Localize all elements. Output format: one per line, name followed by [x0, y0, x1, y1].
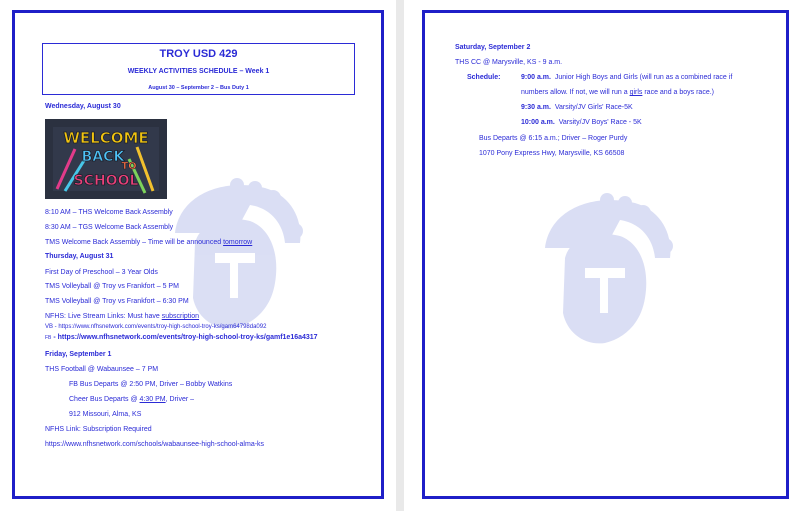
- cheer-bus-text: Cheer Bus Departs @: [69, 396, 140, 403]
- header-box: [42, 43, 355, 95]
- vb-stream-link[interactable]: - https://www.nfhsnetwork.com/events/troy-high-school-troy-ks/gam64798da092: [53, 324, 267, 330]
- tomorrow-link[interactable]: tomorrow: [223, 239, 253, 246]
- fb-stream-link[interactable]: - https://www.nfhsnetwork.com/events/troy-high-school-troy-ks/gamf1e16a4317: [51, 334, 318, 341]
- subscription-link[interactable]: subscription: [161, 313, 200, 320]
- welcome-back-image: [45, 119, 167, 199]
- wednesday-heading: Wednesday, August 30: [45, 103, 121, 110]
- schedule-line-1: [521, 73, 732, 82]
- schedule-dates: August 30 – September 2 – Bus Duty 1: [148, 85, 249, 91]
- nfhs-line: [45, 312, 199, 321]
- page-title: TROY USD 429: [159, 48, 238, 60]
- sat-address: 1070 Pony Express Hwy, Marysville, KS 66508: [479, 150, 625, 157]
- thu-item-2: TMS Volleyball @ Troy vs Frankfort – 5 PM: [45, 283, 179, 290]
- banner-text-school: SCHOOL: [73, 173, 139, 189]
- line2-time: 9:30 a.m.: [521, 104, 551, 111]
- line1-time: 9:00 a.m.: [521, 74, 551, 81]
- vb-stream-line: [45, 323, 266, 332]
- wed-item-2: 8:30 AM – TGS Welcome Back Assembly: [45, 224, 174, 231]
- schedule-line-1b: [521, 88, 714, 97]
- trojan-watermark: [525, 188, 675, 358]
- banner-text-welcome: WELCOME: [63, 129, 149, 147]
- cheer-driver-text: , Driver –: [165, 396, 195, 403]
- friday-heading: Friday, September 1: [45, 351, 112, 358]
- banner-text-to: TO: [121, 161, 137, 172]
- fb-label: FB: [45, 335, 52, 341]
- nfhs-text: NFHS: Live Stream Links: Must have: [45, 313, 162, 320]
- line3-time: 10:00 a.m.: [521, 119, 555, 126]
- wed-item-3: [45, 238, 252, 247]
- document-page-1: [12, 10, 384, 499]
- saturday-heading: Saturday, September 2: [455, 44, 531, 51]
- fb-stream-line: [45, 333, 318, 343]
- thu-item-1: First Day of Preschool – 3 Year Olds: [45, 269, 158, 276]
- line2-text: Varsity/JV Girls' Race-5K: [554, 104, 633, 111]
- line1-text: Junior High Boys and Girls (will run as a combined race if: [554, 74, 733, 81]
- vb-label: VB: [45, 324, 54, 330]
- schedule-label: Schedule:: [467, 74, 501, 81]
- thursday-heading: Thursday, August 31: [45, 253, 114, 260]
- fri-football: THS Football @ Wabaunsee – 7 PM: [45, 366, 159, 373]
- fri-nfhs: NFHS Link: Subscription Required: [45, 426, 152, 433]
- thu-item-3: TMS Volleyball @ Troy vs Frankfort – 6:30 PM: [45, 298, 189, 305]
- fri-cheer-bus: [69, 395, 194, 404]
- tms-assembly-text: TMS Welcome Back Assembly – Time will be announced: [45, 239, 224, 246]
- wed-item-1: 8:10 AM – THS Welcome Back Assembly: [45, 209, 173, 216]
- page-gap: [396, 0, 404, 511]
- schedule-subtitle: WEEKLY ACTIVITIES SCHEDULE – Week 1: [127, 68, 270, 75]
- schedule-line-2: [521, 103, 633, 112]
- fri-fb-bus: FB Bus Departs @ 2:50 PM, Driver – Bobby Watkins: [69, 381, 233, 388]
- girls-link: girls: [629, 89, 643, 96]
- sat-bus: Bus Departs @ 6:15 a.m.; Driver – Roger Purdy: [479, 135, 628, 142]
- document-page-2: [422, 10, 789, 499]
- line1b-prefix: numbers allow. If not, we will run a: [521, 89, 630, 96]
- line3-text: Varsity/JV Boys' Race - 5K: [558, 119, 642, 126]
- cheer-bus-time: 4:30 PM: [139, 396, 166, 403]
- fri-stream-link[interactable]: https://www.nfhsnetwork.com/schools/wabaunsee-high-school-alma-ks: [45, 441, 265, 448]
- line1b-suffix: race and a boys race.): [642, 89, 714, 96]
- fri-address: 912 Missouri, Alma, KS: [69, 411, 142, 418]
- sat-event: THS CC @ Marysville, KS - 9 a.m.: [455, 59, 563, 66]
- banner-text-back: BACK: [81, 149, 125, 165]
- schedule-line-3: [521, 118, 642, 127]
